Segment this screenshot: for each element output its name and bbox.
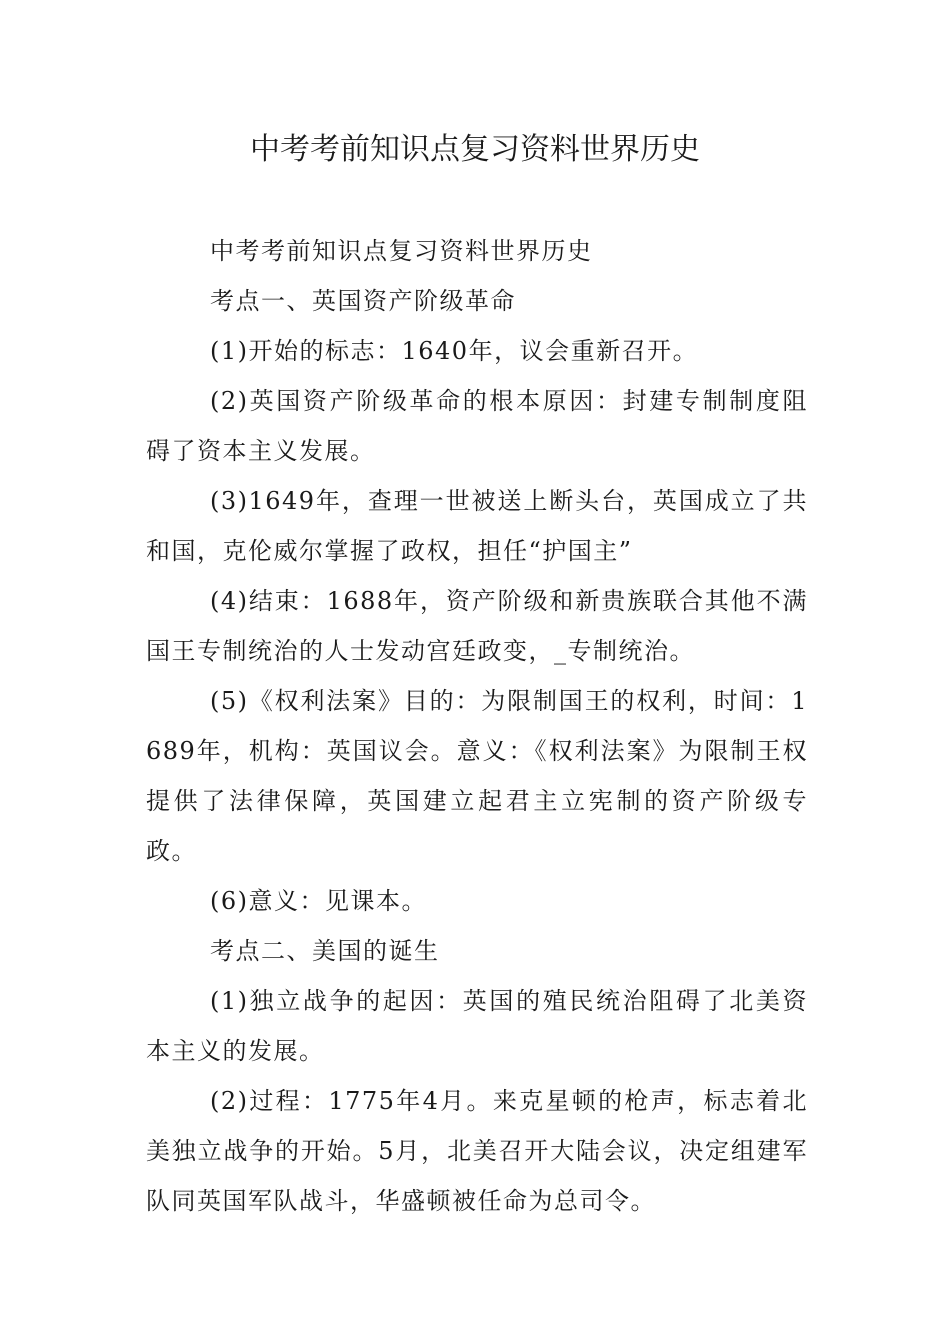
document-title: 中考考前知识点复习资料世界历史 [250, 132, 700, 167]
paragraph: (2)过程：1775年4月。来克星顿的枪声，标志着北美独立战争的开始。5月，北美召开大陆会议，决定组建军队同英国军队战斗，华盛顿被任命为总司令。 [146, 1087, 808, 1215]
paragraph: (2)英国资产阶级革命的根本原因：封建专制制度阻碍了资本主义发展。 [146, 387, 808, 465]
paragraph: (1)独立战争的起因：英国的殖民统治阻碍了北美资本主义的发展。 [146, 987, 808, 1065]
paragraph-subtitle: 中考考前知识点复习资料世界历史 [210, 237, 593, 265]
paragraph: (4)结束：1688年，资产阶级和新贵族联合其他不满国王专制统治的人士发动宫廷政变，_专制统治。 [146, 587, 808, 665]
paragraph: (5)《权利法案》目的：为限制国王的权利，时间：1689年，机构：英国议会。意义：《权利法案》为限制王权提供了法律保障，英国建立起君主立宪制的资产阶级专政。 [146, 687, 808, 865]
paragraph: (6)意义：见课本。 [210, 887, 427, 915]
paragraph: (1)开始的标志：1640年，议会重新召开。 [210, 337, 699, 365]
section-heading-1: 考点一、英国资产阶级革命 [210, 287, 516, 315]
document-body [146, 226, 808, 1226]
section-heading-2: 考点二、美国的诞生 [210, 937, 440, 965]
paragraph: (3)1649年，查理一世被送上断头台，英国成立了共和国，克伦威尔掌握了政权，担任“护国主” [146, 487, 808, 565]
